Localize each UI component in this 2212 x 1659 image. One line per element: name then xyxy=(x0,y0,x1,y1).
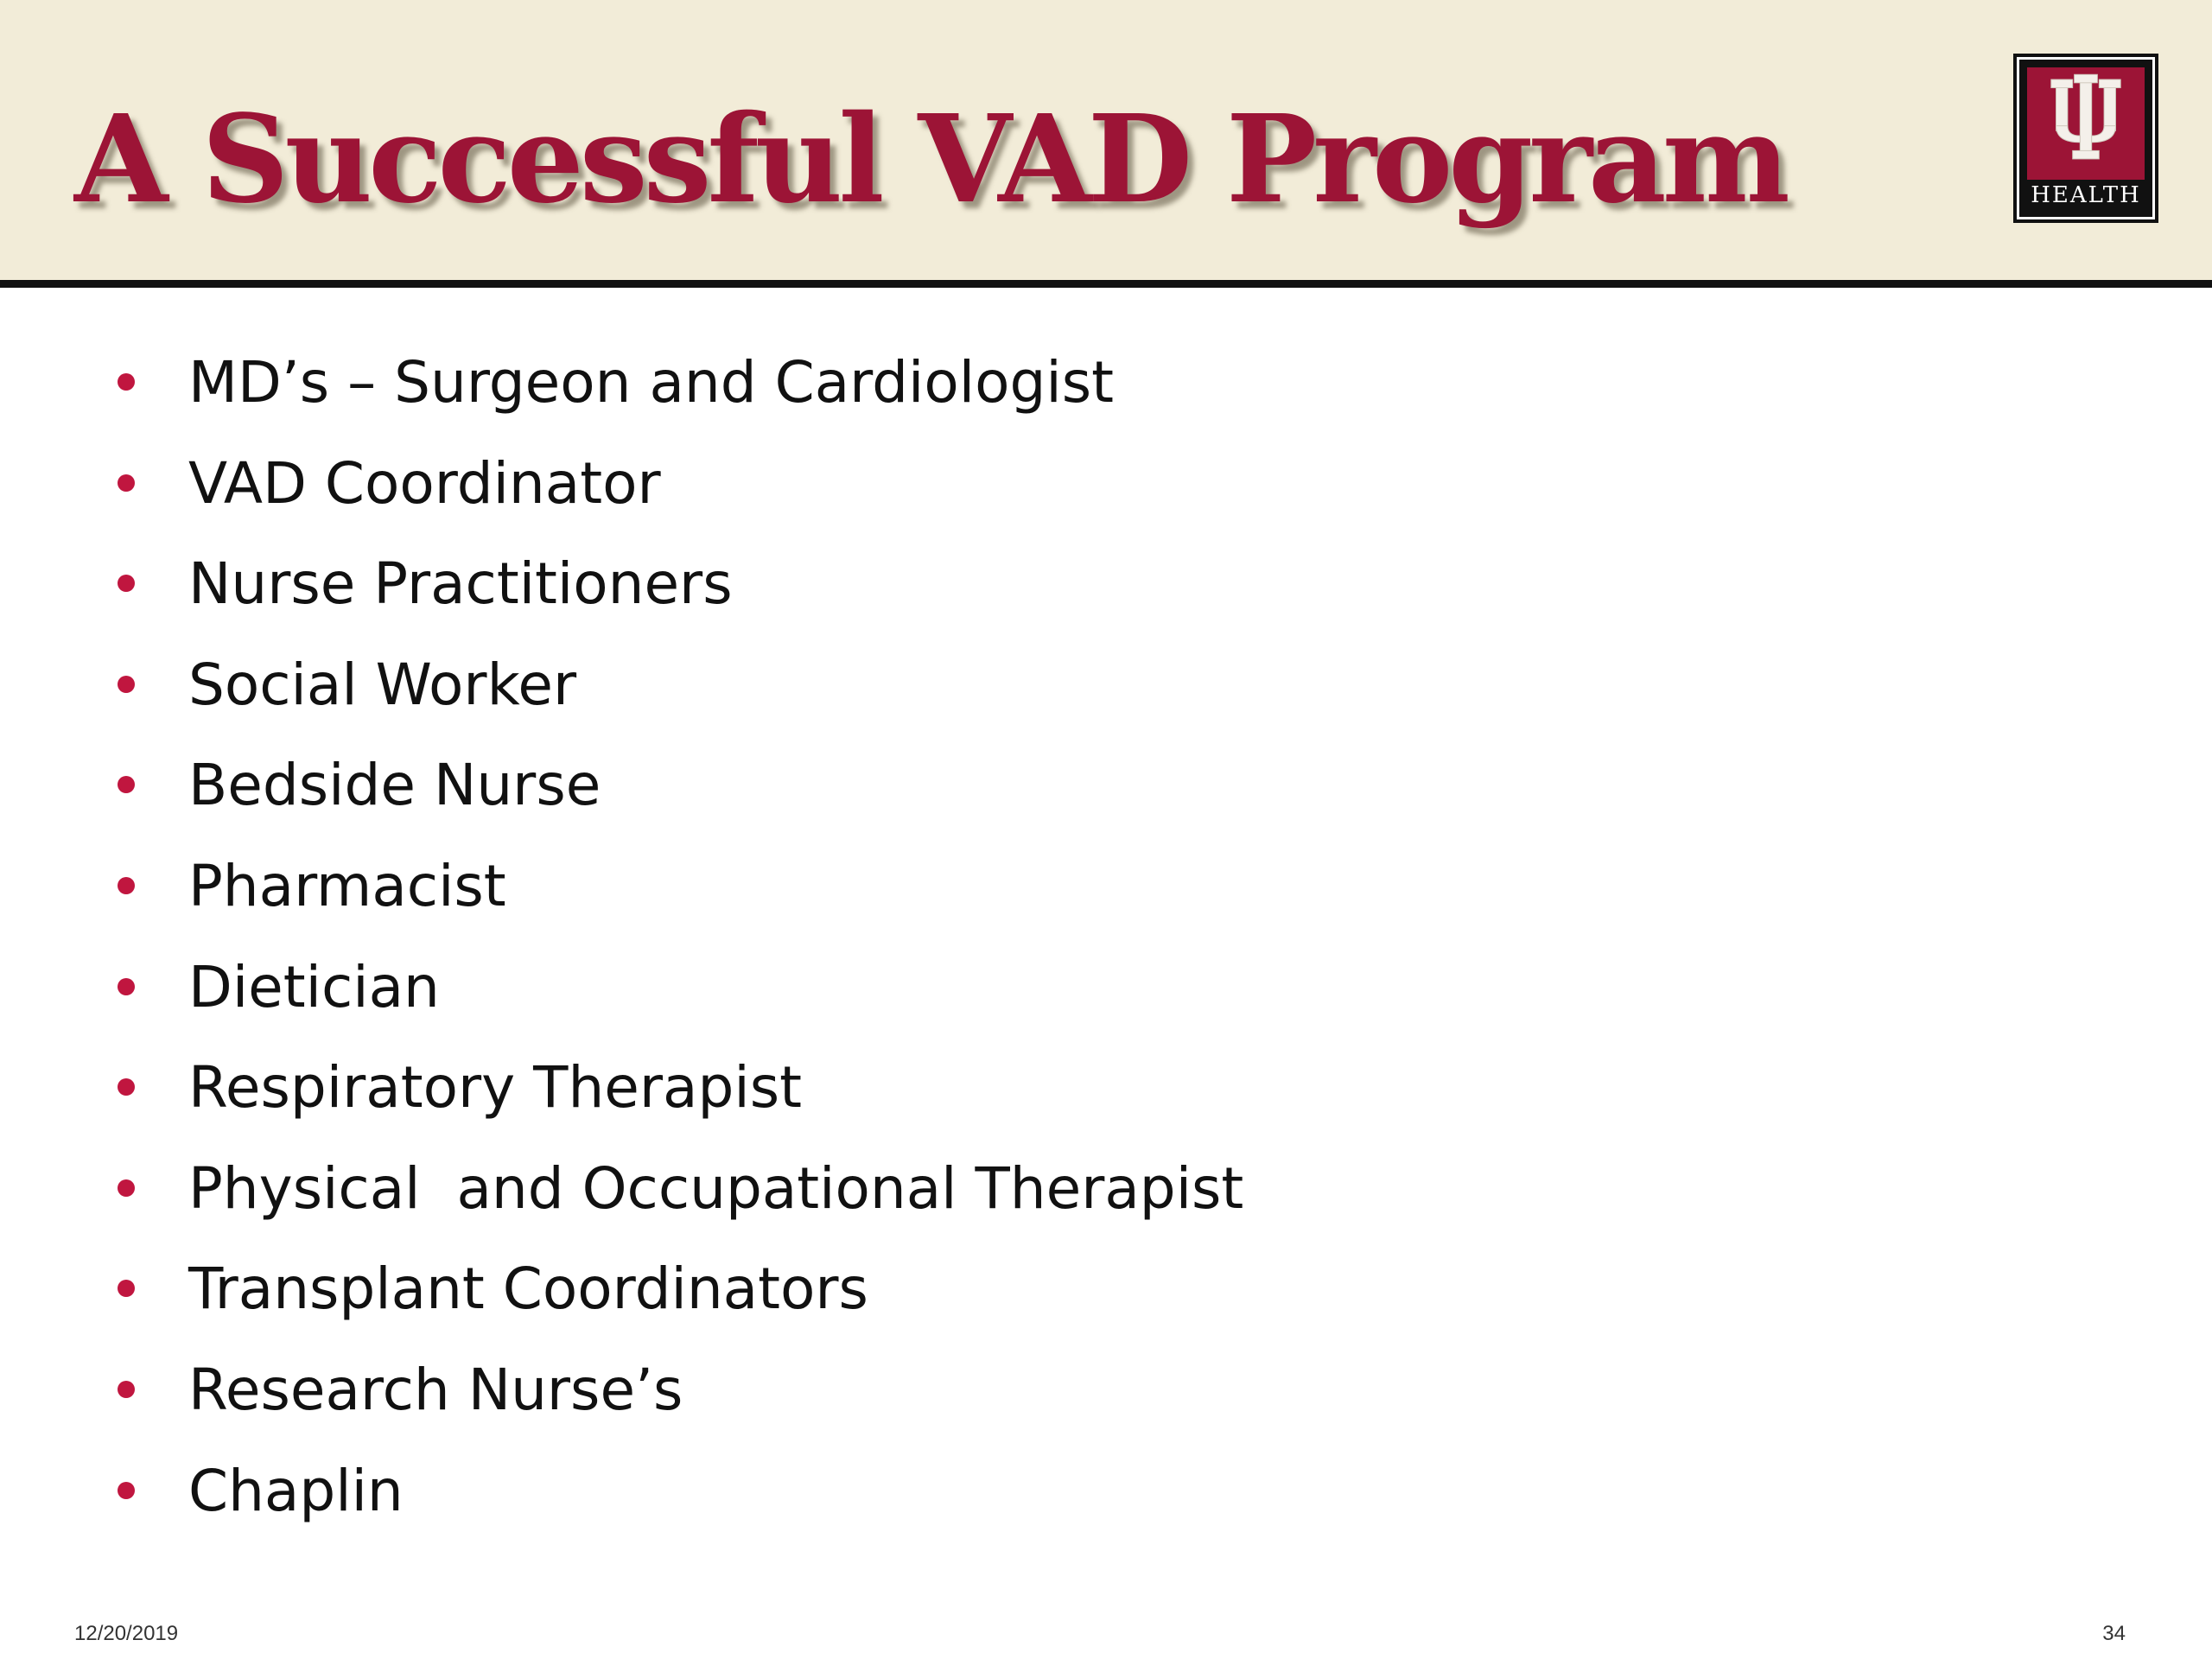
bullet-icon xyxy=(118,1482,135,1499)
bullet-text: MD’s – Surgeon and Cardiologist xyxy=(188,349,1114,416)
bullet-icon xyxy=(118,1280,135,1297)
bullet-icon xyxy=(118,676,135,693)
bullet-icon xyxy=(118,474,135,492)
list-item xyxy=(0,1040,1382,1141)
list-item xyxy=(0,436,1382,537)
bullet-text: Chaplin xyxy=(188,1457,404,1524)
list-item xyxy=(0,335,1382,436)
bullet-icon xyxy=(118,575,135,592)
list-item xyxy=(0,1242,1382,1343)
list-item xyxy=(0,1141,1382,1243)
list-item xyxy=(0,1444,1382,1545)
logo-frame xyxy=(2017,57,2155,219)
logo-wordmark: HEALTH xyxy=(2031,182,2141,208)
bullet-text: Transplant Coordinators xyxy=(188,1255,868,1323)
bullet-icon xyxy=(118,1381,135,1398)
page-number: 34 xyxy=(2102,1622,2126,1645)
bullet-list xyxy=(0,335,1382,1544)
list-item xyxy=(0,1343,1382,1444)
bullet-icon xyxy=(118,776,135,793)
bullet-text: Research Nurse’s xyxy=(188,1356,683,1423)
iu-health-logo xyxy=(2013,54,2158,223)
bullet-icon xyxy=(118,1179,135,1197)
header-divider xyxy=(0,280,2212,288)
bullet-icon xyxy=(118,877,135,894)
bullet-text: VAD Coordinator xyxy=(188,449,661,517)
list-item xyxy=(0,839,1382,940)
bullet-text: Bedside Nurse xyxy=(188,752,601,819)
list-item xyxy=(0,738,1382,839)
footer-date: 12/20/2019 xyxy=(74,1622,179,1645)
bullet-icon xyxy=(118,978,135,995)
bullet-text: Physical and Occupational Therapist xyxy=(188,1154,1244,1222)
bullet-icon xyxy=(118,1078,135,1096)
bullet-text: Social Worker xyxy=(188,651,577,718)
bullet-icon xyxy=(118,373,135,391)
bullet-text: Nurse Practitioners xyxy=(188,550,733,618)
bullet-text: Pharmacist xyxy=(188,852,506,919)
list-item xyxy=(0,638,1382,739)
title-banner xyxy=(0,0,2212,280)
list-item xyxy=(0,537,1382,638)
bullet-text: Dietician xyxy=(188,953,440,1020)
list-item xyxy=(0,940,1382,1041)
bullet-text: Respiratory Therapist xyxy=(188,1054,802,1122)
slide-title: A Successful VAD Program xyxy=(74,89,1786,231)
